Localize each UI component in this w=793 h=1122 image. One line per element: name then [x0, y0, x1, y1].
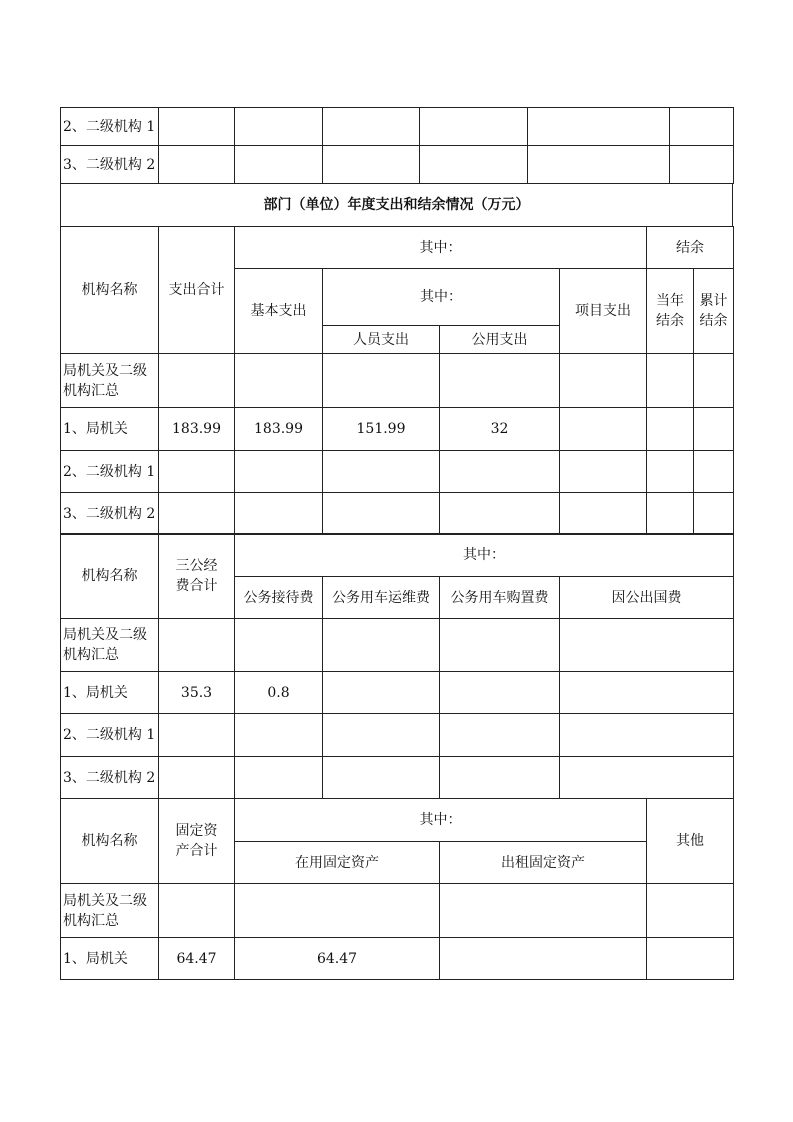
vehicle-purchase-cell: [440, 672, 560, 714]
empty-cell: [670, 108, 734, 146]
leased-cell: [440, 884, 647, 938]
total-cell: 64.47: [159, 938, 235, 980]
current-year-balance-header: 当年结余: [647, 269, 694, 354]
current-balance-cell: [647, 451, 694, 493]
basic-cell: [235, 451, 323, 493]
total-cell: [159, 619, 235, 672]
public-header: 公用支出: [440, 326, 560, 354]
overseas-cell: [560, 672, 734, 714]
project-header: 项目支出: [560, 269, 647, 354]
leased-header: 出租固定资产: [440, 842, 647, 884]
current-balance-cell: [647, 493, 694, 535]
cumulative-balance-header: 累计结余: [694, 269, 734, 354]
reception-cell: [235, 619, 323, 672]
table-row: [61, 884, 734, 938]
public-cell: [440, 354, 560, 408]
personnel-header: 人员支出: [323, 326, 440, 354]
total-cell: [159, 354, 235, 408]
table-row: [61, 938, 734, 980]
vehicle-ops-cell: [323, 714, 440, 757]
vehicle-ops-header: 公务用车运维费: [323, 577, 440, 619]
empty-cell: [670, 146, 734, 184]
in-use-cell: [235, 884, 440, 938]
section-title: 部门（单位）年度支出和结余情况（万元）: [61, 184, 733, 227]
org-name-header: 机构名称: [61, 227, 159, 354]
org-name-cell: 2、二级机构 1: [61, 108, 159, 146]
org-name-cell: 局机关及二级机构汇总: [61, 354, 159, 408]
table-row: [61, 493, 734, 535]
basic-cell: 183.99: [235, 408, 323, 451]
vehicle-purchase-cell: [440, 714, 560, 757]
public-cell: 32: [440, 408, 560, 451]
in-use-header: 在用固定资产: [235, 842, 440, 884]
basic-cell: [235, 354, 323, 408]
total-cell: 35.3: [159, 672, 235, 714]
vehicle-ops-cell: [323, 672, 440, 714]
table-row: [61, 451, 734, 493]
basic-cell: [235, 493, 323, 535]
reception-cell: [235, 714, 323, 757]
other-header: 其他: [647, 799, 734, 884]
reception-header: 公务接待费: [235, 577, 323, 619]
fixed-assets-table: [60, 798, 734, 980]
table-row: [61, 408, 734, 451]
table-row: [61, 672, 734, 714]
empty-cell: [323, 146, 420, 184]
personnel-cell: 151.99: [323, 408, 440, 451]
table-row: [61, 354, 734, 408]
org-name-cell: 局机关及二级机构汇总: [61, 884, 159, 938]
org-name-cell: 2、二级机构 1: [61, 714, 159, 757]
other-cell: [647, 938, 734, 980]
table-row: [61, 757, 734, 799]
balance-header: 结余: [647, 227, 734, 269]
reception-cell: [235, 757, 323, 799]
org-name-cell: 1、局机关: [61, 408, 159, 451]
in-use-cell: 64.47: [235, 938, 440, 980]
three-public-total-header: 三公经费合计: [159, 534, 235, 619]
overseas-cell: [560, 619, 734, 672]
empty-cell: [420, 108, 528, 146]
table-row: [61, 146, 734, 184]
vehicle-purchase-cell: [440, 619, 560, 672]
table-row: [61, 108, 734, 146]
top-continuation-table: [60, 107, 734, 184]
table-row: [61, 619, 734, 672]
empty-cell: [420, 146, 528, 184]
header-row: [61, 227, 734, 269]
personnel-cell: [323, 493, 440, 535]
empty-cell: [159, 146, 235, 184]
vehicle-purchase-cell: [440, 757, 560, 799]
org-name-cell: 3、二级机构 2: [61, 493, 159, 535]
project-cell: [560, 493, 647, 535]
header-row: [61, 534, 734, 577]
vehicle-ops-cell: [323, 619, 440, 672]
personnel-cell: [323, 451, 440, 493]
of-which-header: 其中：: [235, 534, 734, 577]
of-which-header: 其中：: [235, 799, 647, 842]
empty-cell: [235, 146, 323, 184]
expenditure-title-table: [60, 183, 733, 227]
personnel-cell: [323, 354, 440, 408]
fixed-assets-total-header: 固定资产合计: [159, 799, 235, 884]
vehicle-purchase-header: 公务用车购置费: [440, 577, 560, 619]
total-cell: 183.99: [159, 408, 235, 451]
three-public-expenses-table: [60, 533, 734, 799]
total-cell: [159, 451, 235, 493]
basic-header: 基本支出: [235, 269, 323, 354]
org-name-cell: 2、二级机构 1: [61, 451, 159, 493]
total-cell: [159, 757, 235, 799]
total-header: 支出合计: [159, 227, 235, 354]
total-cell: [159, 714, 235, 757]
cumulative-balance-cell: [694, 354, 734, 408]
org-name-cell: 局机关及二级机构汇总: [61, 619, 159, 672]
org-name-cell: 3、二级机构 2: [61, 146, 159, 184]
header-row: [61, 799, 734, 842]
total-cell: [159, 493, 235, 535]
overseas-cell: [560, 714, 734, 757]
org-name-header: 机构名称: [61, 534, 159, 619]
cumulative-balance-cell: [694, 451, 734, 493]
org-name-cell: 1、局机关: [61, 938, 159, 980]
empty-cell: [528, 108, 670, 146]
empty-cell: [235, 108, 323, 146]
public-cell: [440, 451, 560, 493]
leased-cell: [440, 938, 647, 980]
project-cell: [560, 451, 647, 493]
org-name-cell: 3、二级机构 2: [61, 757, 159, 799]
public-cell: [440, 493, 560, 535]
vehicle-ops-cell: [323, 757, 440, 799]
cumulative-balance-cell: [694, 493, 734, 535]
current-balance-cell: [647, 408, 694, 451]
current-balance-cell: [647, 354, 694, 408]
table-row: [61, 714, 734, 757]
project-cell: [560, 408, 647, 451]
project-cell: [560, 354, 647, 408]
of-which-basic-header: 其中：: [323, 269, 560, 326]
other-cell: [647, 884, 734, 938]
empty-cell: [528, 146, 670, 184]
total-cell: [159, 884, 235, 938]
reception-cell: 0.8: [235, 672, 323, 714]
empty-cell: [159, 108, 235, 146]
org-name-cell: 1、局机关: [61, 672, 159, 714]
expenditure-table: [60, 226, 734, 535]
cumulative-balance-cell: [694, 408, 734, 451]
empty-cell: [323, 108, 420, 146]
org-name-header: 机构名称: [61, 799, 159, 884]
of-which-header: 其中：: [235, 227, 647, 269]
overseas-cell: [560, 757, 734, 799]
overseas-header: 因公出国费: [560, 577, 734, 619]
